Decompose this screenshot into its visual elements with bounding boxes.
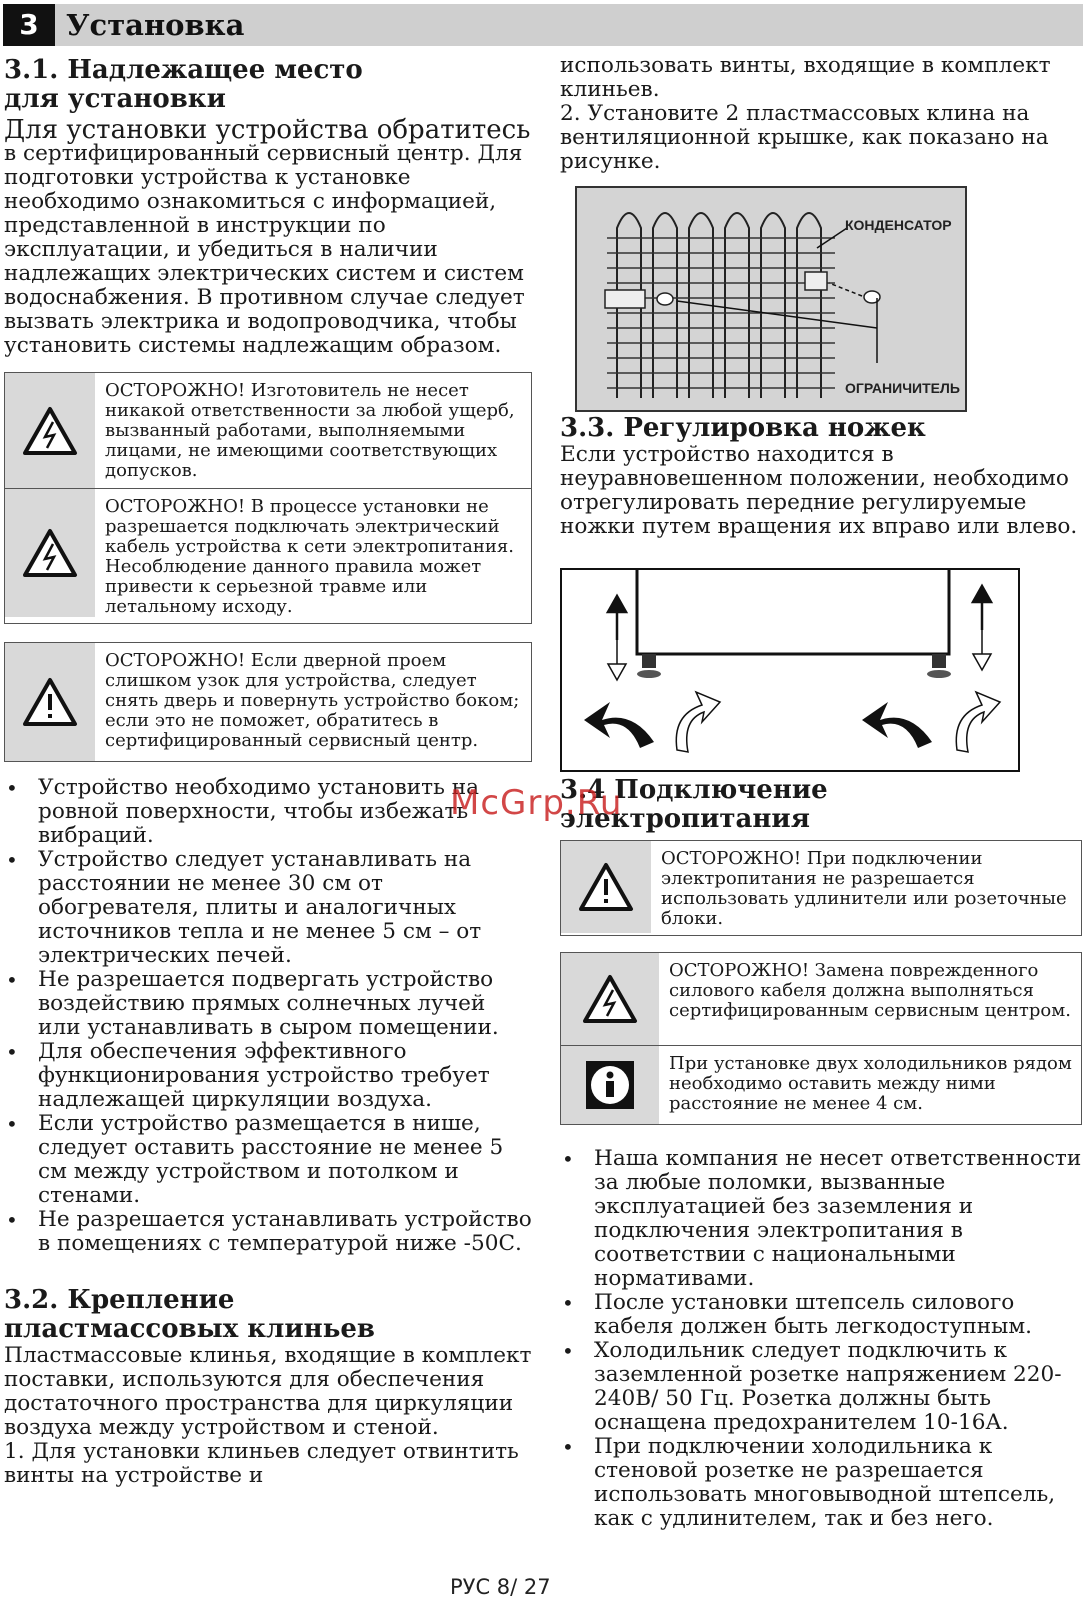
list-item: • Наша компания не несет ответственности за любые поломки, вызванные эксплуатацией без заземления и подключения электропитания в соответствии с национальными нормативами. <box>560 1147 1082 1291</box>
list-item: • Не разрешается подвергать устройство воздействию прямых солнечных лучей или устанавливать в сыром помещении. <box>4 968 532 1040</box>
list-item: • Не разрешается устанавливать устройство в помещениях с температурой ниже -50С. <box>4 1208 532 1256</box>
s31-body: в сертифицированный сервисный центр. Для подготовки устройства к установке необходимо ознакомиться с информацией, представленной в инструкции по эксплуатации, и убедиться в наличии надлежащих электрических систем и систем водоснабжения. В противном случае следует вызвать электрика и водопроводчика, чтобы установить системы надлежащим образом. <box>4 141 525 358</box>
list-item: • Устройство следует устанавливать на расстоянии не менее 30 см от обогревателя, плиты и аналогичных источников тепла и не менее 5 см – от электрических печей. <box>4 848 532 968</box>
list-item: • Устройство необходимо установить на ровной поверхности, чтобы избежать вибраций. <box>4 776 532 848</box>
heading-3-1: 3.1. Надлежащее место для установки <box>4 55 363 114</box>
list-item: • Для обеспечения эффективного функционирования устройство требует надлежащей циркуляции воздуха. <box>4 1040 532 1112</box>
section-number: 3 <box>3 4 55 46</box>
warning-text: ОСТОРОЖНО! Если дверной проем слишком узок для устройства, следует снять дверь и повернуть устройство боком; если это не поможет, обратитесь в сертифицированный сервисный центр. <box>105 650 520 751</box>
info-icon <box>561 1046 659 1124</box>
s34-bullet-list <box>560 1147 1082 1531</box>
s32-step2: 2. Установите 2 пластмассовых клина на вентиляционной крышке, как показано на рисунке. <box>560 101 1049 174</box>
list-item: • После установки штепсель силового кабеля должен быть легкодоступным. <box>560 1291 1082 1339</box>
electric-hazard-icon <box>5 489 95 617</box>
heading-3-2: 3.2. Крепление пластмассовых клиньев <box>4 1285 375 1344</box>
warning-text: ОСТОРОЖНО! В процессе установки не разрешается подключать электрический кабель устройства к сети электропитания. Несоблюдение данного правила может привести к серьезной травме или летальному исходу. <box>105 496 514 617</box>
watermark: McGrp.Ru <box>450 783 623 823</box>
s32-body: Пластмассовые клинья, входящие в комплект поставки, используются для обеспечения достаточного пространства для циркуляции воздуха между устройством и стеной. <box>4 1343 532 1440</box>
warning-row <box>5 373 531 488</box>
condenser-diagram <box>577 188 965 410</box>
s33-body: Если устройство находится в неуравновешенном положении, необходимо отрегулировать передние регулируемые ножки путем вращения их вправо или влево. <box>560 442 1078 539</box>
s34-block <box>560 776 1082 1531</box>
list-item: • При подключении холодильника к стеновой розетке не разрешается использовать многовыводной штепсель, как с удлинителем, так и без него. <box>560 1435 1082 1531</box>
list-item: • Холодильник следует подключить к заземленной розетке напряжением 220-240В/ 50 Гц. Розетка должны быть оснащена предохранителем 10-16А. <box>560 1339 1082 1435</box>
page-number: РУС 8/ 27 <box>450 1575 551 1599</box>
warning-exclamation-icon <box>561 841 651 933</box>
warning-info-box-group <box>560 952 1082 1125</box>
s33-block <box>560 414 1082 539</box>
warning-box-group-a <box>4 372 532 624</box>
condenser-figure <box>575 186 967 412</box>
info-text: При установке двух холодильников рядом необходимо оставить между ними расстояние не менее 4 см. <box>669 1053 1072 1114</box>
section-title: Установка <box>66 8 245 42</box>
feet-diagram <box>562 570 1018 770</box>
warning-box-b <box>4 642 532 762</box>
s31-lead: Для установки устройства обратитесь <box>4 115 531 145</box>
heading-3-4: 3.4 Подключение электропитания <box>560 775 828 834</box>
electric-hazard-icon <box>5 373 95 488</box>
limiter-label: ОГРАНИЧИТЕЛЬ <box>845 380 960 396</box>
right-column <box>560 53 1082 174</box>
warning-text: ОСТОРОЖНО! Изготовитель не несет никакой ответственности за любой ущерб, вызванный работами, выполняемыми лицами, не имеющими соответствующих допусков. <box>105 380 515 481</box>
list-item: • Если устройство размещается в нише, следует оставить расстояние не менее 5 см между устройством и потолком и стенами. <box>4 1112 532 1208</box>
info-row <box>561 1045 1081 1124</box>
warning-text: ОСТОРОЖНО! Замена поврежденного силового кабеля должна выполняться сертифицированным сервисным центром. <box>669 960 1071 1021</box>
warning-box-power <box>560 840 1082 936</box>
warning-exclamation-icon <box>5 643 95 761</box>
s31-bullet-list <box>4 776 532 1256</box>
warning-row <box>5 488 531 623</box>
left-column <box>4 56 532 1488</box>
s32-step1: 1. Для установки клиньев следует отвинтить винты на устройстве и <box>4 1439 519 1488</box>
heading-3-3: 3.3. Регулировка ножек <box>560 413 926 443</box>
warning-row <box>561 953 1081 1045</box>
feet-adjustment-figure <box>560 568 1020 772</box>
electric-hazard-icon <box>561 953 659 1045</box>
warning-text: ОСТОРОЖНО! При подключении электропитания не разрешается использовать удлинители или розеточные блоки. <box>661 848 1067 929</box>
condenser-label: КОНДЕНСАТОР <box>845 217 952 233</box>
s32-step1-continued: использовать винты, входящие в комплект клиньев. <box>560 53 1051 102</box>
